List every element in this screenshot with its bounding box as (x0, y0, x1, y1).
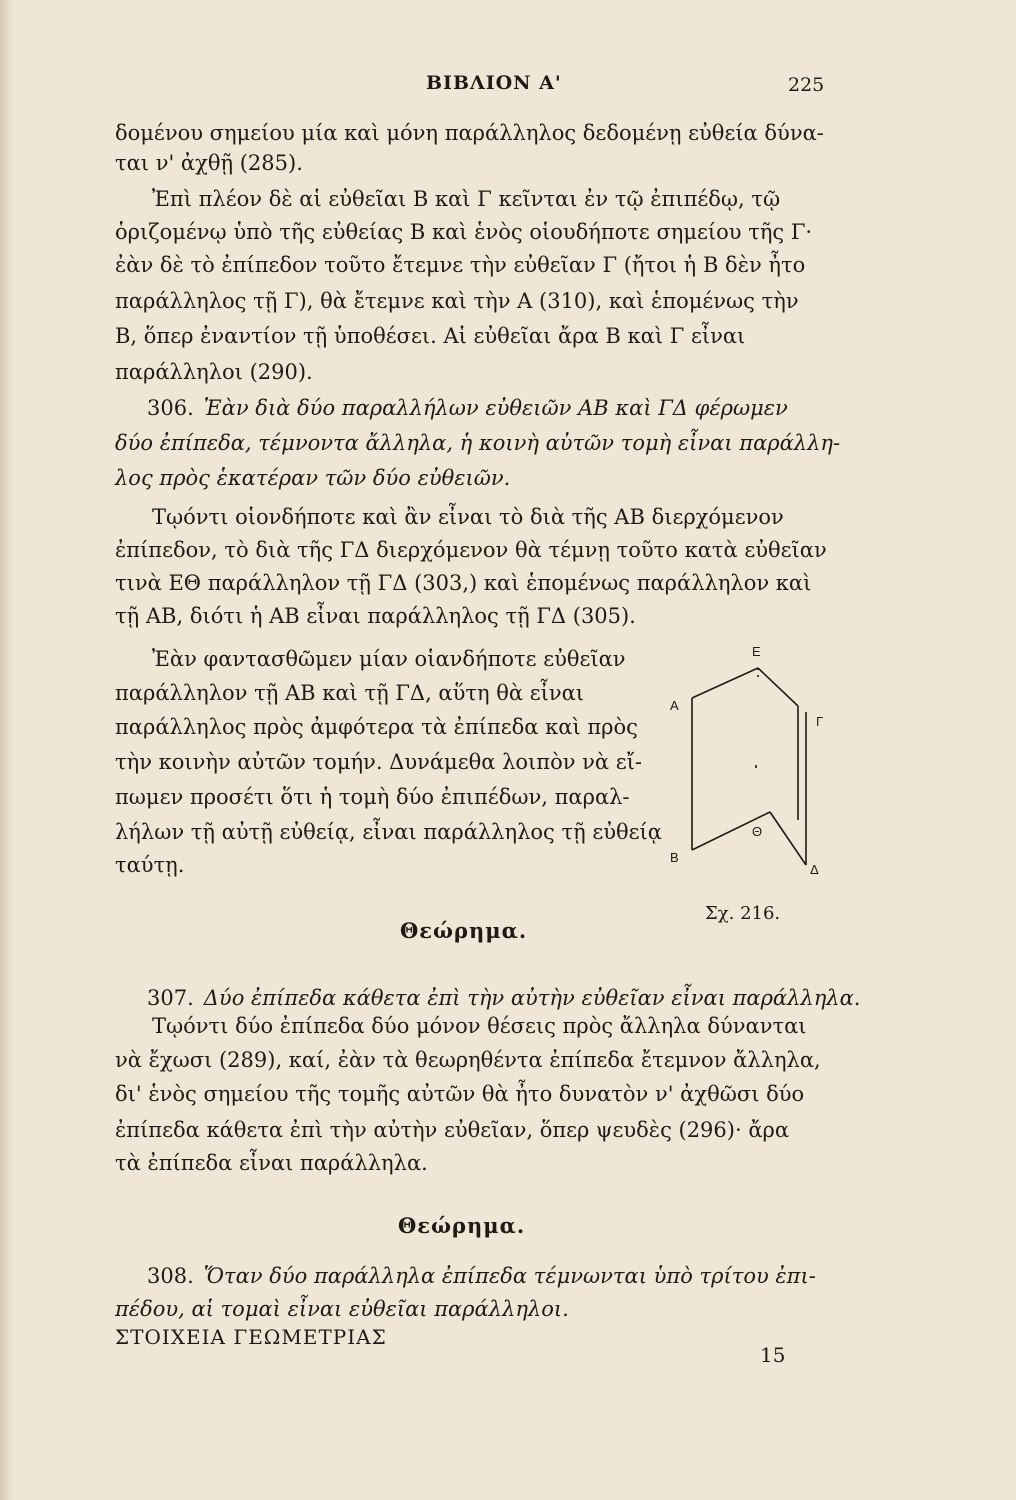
theorem-306-first-line (147, 395, 842, 421)
page-number: 225 (788, 74, 825, 96)
text-line: παράλληλος πρὸς ἀμφότερα τὰ ἐπίπεδα καὶ πρὸς (115, 715, 638, 739)
text-line: παράλληλοι (290). (115, 360, 313, 384)
text-line: τὰ ἐπίπεδα εἶναι παράλληλα. (115, 1151, 428, 1175)
theorem-number: 306. (147, 396, 194, 420)
text-line: δι' ἑνὸς σημείου τῆς τομῆς αὐτῶν θὰ ἦτο δυνατὸν ν' ἀχθῶσι δύο (115, 1082, 805, 1106)
footer-signature: ΣΤΟΙΧΕΙΑ ΓΕΩΜΕΤΡΙΑΣ (115, 1325, 387, 1349)
text-line: τὴν κοινὴν αὐτῶν τομήν. Δυνάμεθα λοιπὸν νὰ εἴ- (115, 750, 642, 774)
text-line: παράλληλον τῇ ΑΒ καὶ τῇ ΓΔ, αὕτη θὰ εἶναι (115, 681, 585, 705)
theorem-number: 307. (147, 986, 194, 1010)
figure-label-Th: Θ (752, 824, 763, 839)
text-line: ἐὰν δὲ τὸ ἐπίπεδον τοῦτο ἔτεμνε τὴν εὐθεῖαν Γ (ἤτοι ἡ Β δὲν ἦτο (115, 253, 806, 277)
text-line: πωμεν προσέτι ὅτι ἡ τομὴ δύο ἐπιπέδων, παραλ- (115, 785, 630, 809)
figure-label-E: E (752, 644, 761, 659)
figure-label-A: A (670, 698, 679, 713)
text-line: δομένου σημείου μία καὶ μόνη παράλληλος δεδομένῃ εὐθεία δύνα- (115, 121, 824, 145)
figure-216-diagram (660, 640, 840, 880)
running-header: ΒΙΒΛΙΟΝ Α' (426, 72, 562, 94)
text-line: ἐπίπεδα κάθετα ἐπὶ τὴν αὐτὴν εὐθεῖαν, ὅπερ ψευδὲς (296)· ἄρα (115, 1118, 790, 1142)
theorem-statement: πέδου, αἱ τομαὶ εἶναι εὐθεῖαι παράλληλοι. (115, 1297, 569, 1321)
text-line: Β, ὅπερ ἐναντίον τῇ ὑποθέσει. Αἱ εὐθεῖαι ἄρα Β καὶ Γ εἶναι (115, 324, 746, 348)
theorem-statement: λος πρὸς ἑκατέραν τῶν δύο εὐθειῶν. (115, 466, 511, 490)
text-line: παράλληλος τῇ Γ), θὰ ἔτεμνε καὶ τὴν Α (310), καὶ ἑπομένως τὴν (115, 289, 799, 313)
theorem-statement: Δύο ἐπίπεδα κάθετα ἐπὶ τὴν αὐτὴν εὐθεῖαν εἶναι παράλληλα. (203, 986, 861, 1010)
section-heading: Θεώρημα. (398, 1213, 526, 1238)
line-E-G (758, 668, 798, 706)
theorem-number: 308. (147, 1264, 194, 1288)
text-line (115, 430, 842, 456)
text-line: ἐπίπεδον, τὸ διὰ τῆς ΓΔ διερχόμενον θὰ τέμνῃ τοῦτο κατὰ εὐθεῖαν (115, 538, 827, 562)
text-line: τῇ ΑΒ, διότι ἡ ΑΒ εἶναι παράλληλος τῇ ΓΔ (305). (115, 604, 636, 628)
theorem-statement: Ὅταν δύο παράλληλα ἐπίπεδα τέμνωνται ὑπὸ τρίτου ἐπι- (203, 1264, 816, 1288)
text-line (115, 1296, 842, 1322)
text-line: λήλων τῇ αὐτῇ εὐθείᾳ, εἶναι παράλληλος τῇ εὐθείᾳ (115, 820, 662, 844)
line-A-E (692, 668, 758, 698)
theorem-statement: Ἐὰν διὰ δύο παραλλήλων εὐθειῶν ΑΒ καὶ ΓΔ φέρωμεν (203, 396, 788, 420)
theorem-307-first-line (147, 985, 861, 1011)
figure-label-B: B (670, 850, 679, 865)
text-line: Ἐὰν φαντασθῶμεν μίαν οἱανδήποτε εὐθεῖαν (152, 647, 626, 671)
footer-sheet-number: 15 (760, 1343, 786, 1367)
figure-caption: Σχ. 216. (705, 903, 781, 924)
text-line: Τῳόντι οἱονδήποτε καὶ ἂν εἶναι τὸ διὰ τῆς ΑΒ διερχόμενον (152, 505, 784, 529)
theorem-statement: δύο ἐπίπεδα, τέμνοντα ἄλληλα, ἡ κοινὴ αὐτῶν τομὴ εἶναι παράλλη- (115, 431, 841, 455)
text-line: νὰ ἔχωσι (289), καί, ἐὰν τὰ θεωρηθέντα ἐπίπεδα ἔτεμνον ἄλληλα, (115, 1048, 821, 1072)
text-line (115, 465, 842, 491)
text-line: ὁριζομένῳ ὑπὸ τῆς εὐθείας Β καὶ ἑνὸς οἱουδήποτε σημείου τῆς Γ· (115, 220, 813, 244)
text-line: Τῳόντι δύο ἐπίπεδα δύο μόνον θέσεις πρὸς ἄλληλα δύνανται (152, 1014, 807, 1038)
line-Th-D (770, 812, 806, 865)
page-binding-edge (0, 0, 14, 1500)
text-line: τινὰ ΕΘ παράλληλον τῇ ΓΔ (303,) καὶ ἑπομένως παράλληλον καὶ (115, 571, 812, 595)
theorem-308-first-line (147, 1263, 842, 1289)
figure-label-D: Δ (810, 862, 819, 877)
text-line: ται ν' ἀχθῇ (285). (115, 151, 303, 175)
text-line: ταύτῃ. (115, 853, 185, 877)
text-line: Ἐπὶ πλέον δὲ αἱ εὐθεῖαι Β καὶ Γ κεῖνται ἐν τῷ ἐπιπέδῳ, τῷ (152, 187, 781, 211)
figure-label-G: Γ (816, 714, 824, 729)
section-heading: Θεώρημα. (400, 918, 528, 943)
